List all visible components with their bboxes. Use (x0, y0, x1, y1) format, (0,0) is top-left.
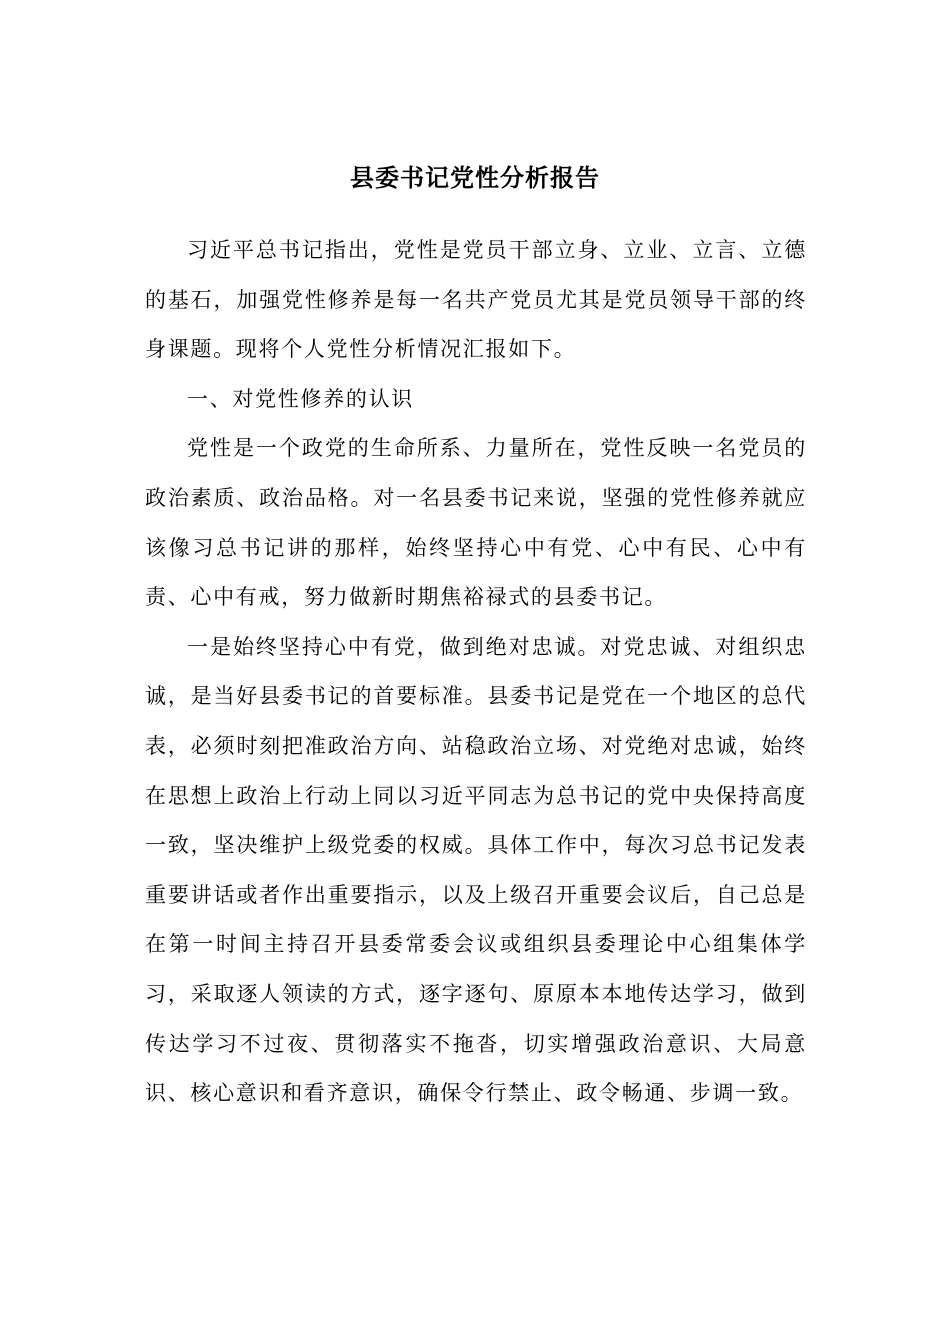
document-body (145, 226, 807, 1119)
paragraph-party-spirit: 党性是一个政党的生命所系、力量所在，党性反映一名党员的政治素质、政治品格。对一名县委书记来说，坚强的党性修养就应该像习总书记讲的那样，始终坚持心中有党、心中有民、心中有责、心中有戒，努力做新时期焦裕禄式的县委书记。 (145, 436, 807, 610)
paragraph-loyalty: 一是始终坚持心中有党，做到绝对忠诚。对党忠诚、对组织忠诚，是当好县委书记的首要标准。县委书记是党在一个地区的总代表，必须时刻把准政治方向、站稳政治立场、对党绝对忠诚，始终在思想上政治上行动上同以习近平同志为总书记的党中央保持高度一致，坚决维护上级党委的权威。具体工作中，每次习总书记发表重要讲话或者作出重要指示，以及上级召开重要会议后，自己总是在第一时间主持召开县委常委会议或组织县委理论中心组集体学习，采取逐人领读的方式，逐字逐句、原原本本地传达学习，做到传达学习不过夜、贯彻落实不拖沓，切实增强政治意识、大局意识、核心意识和看齐意识，确保令行禁止、政令畅通、步调一致。 (145, 634, 807, 1106)
paragraph-intro: 习近平总书记指出，党性是党员干部立身、立业、立言、立德的基石，加强党性修养是每一名共产党员尤其是党员领导干部的终身课题。现将个人党性分析情况汇报如下。 (145, 238, 807, 362)
document-title: 县委书记党性分析报告 (350, 163, 600, 192)
section-heading-1: 一、对党性修养的认识 (187, 386, 414, 411)
